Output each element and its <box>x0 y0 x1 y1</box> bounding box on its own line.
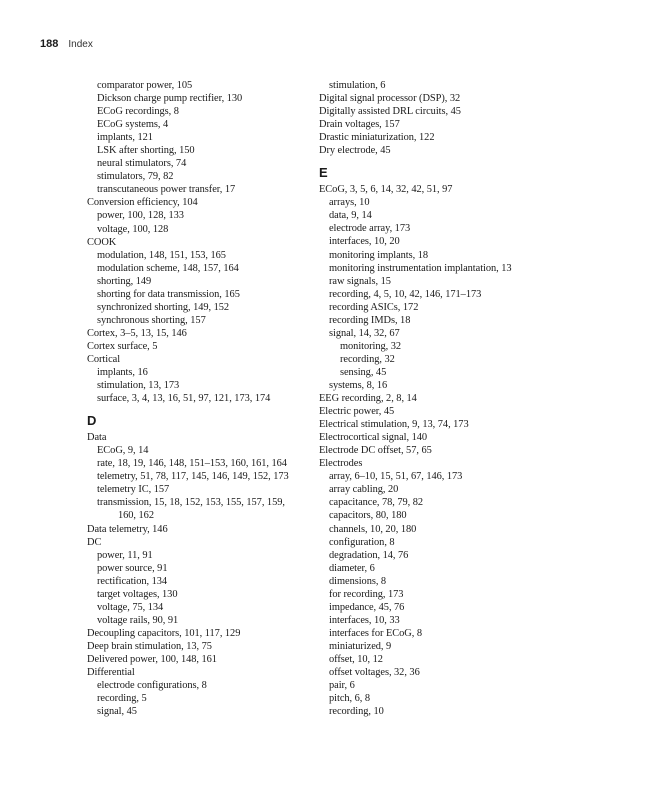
index-subentry: interfaces, 10, 33 <box>329 614 400 626</box>
index-subentry: degradation, 14, 76 <box>329 549 409 561</box>
index-subentry: interfaces, 10, 20 <box>329 236 400 248</box>
index-entry: DC <box>87 536 102 548</box>
page-number: 188 <box>40 38 59 50</box>
index-subentry: recording, 32 <box>340 353 395 365</box>
index-subentry: monitoring, 32 <box>340 340 402 352</box>
index-subentry: surface, 3, 4, 13, 16, 51, 97, 121, 173, 174 <box>97 393 271 405</box>
index-subentry: signal, 14, 32, 67 <box>329 327 400 339</box>
index-entry: Cortex, 3–5, 13, 15, 146 <box>87 327 187 339</box>
index-entry: Delivered power, 100, 148, 161 <box>87 653 217 665</box>
index-subentry: synchronous shorting, 157 <box>97 314 206 326</box>
page-header <box>40 38 93 54</box>
index-subentry: raw signals, 15 <box>329 275 391 287</box>
index-subentry: recording ASICs, 172 <box>329 301 419 313</box>
index-entry: Data <box>87 432 107 444</box>
index-subentry: electrode array, 173 <box>329 223 411 235</box>
index-letter-heading: D <box>87 413 97 429</box>
index-entry: EEG recording, 2, 8, 14 <box>319 393 417 405</box>
index-entry: Conversion efficiency, 104 <box>87 197 198 209</box>
index-subentry: array cabling, 20 <box>329 484 399 496</box>
index-entry: Decoupling capacitors, 101, 117, 129 <box>87 627 241 639</box>
index-subentry: signal, 45 <box>97 706 137 718</box>
index-entry: ECoG, 3, 5, 6, 14, 32, 42, 51, 97 <box>319 184 453 196</box>
index-subentry: voltage rails, 90, 91 <box>97 614 179 626</box>
index-subentry: stimulators, 79, 82 <box>97 171 174 183</box>
index-subentry: pitch, 6, 8 <box>329 693 371 705</box>
index-entry: Electrodes <box>319 458 363 470</box>
index-subentry: transcutaneous power transfer, 17 <box>97 184 236 196</box>
index-subentry: rectification, 134 <box>97 575 168 587</box>
index-column-right <box>319 79 549 718</box>
index-subentry: configuration, 8 <box>329 536 395 548</box>
index-subentry: sensing, 45 <box>340 366 387 378</box>
index-subentry: ECoG systems, 4 <box>97 119 169 131</box>
running-head: Index <box>68 39 93 50</box>
index-entry: Cortical <box>87 353 121 365</box>
index-subentry: pair, 6 <box>329 680 355 692</box>
index-subentry: dimensions, 8 <box>329 575 387 587</box>
index-subentry: modulation scheme, 148, 157, 164 <box>97 262 239 274</box>
index-subentry: systems, 8, 16 <box>329 379 388 391</box>
index-subentry: impedance, 45, 76 <box>329 601 405 613</box>
index-subentry: Dickson charge pump rectifier, 130 <box>97 93 243 105</box>
index-subentry: shorting for data transmission, 165 <box>97 288 240 300</box>
index-subentry: capacitors, 80, 180 <box>329 510 407 522</box>
index-subentry: implants, 121 <box>97 132 153 144</box>
index-subentry: synchronized shorting, 149, 152 <box>97 301 230 313</box>
index-entry: Electrical stimulation, 9, 13, 74, 173 <box>319 419 469 431</box>
index-subentry: offset, 10, 12 <box>329 653 383 665</box>
index-subentry: voltage, 75, 134 <box>97 601 164 613</box>
index-entry: Digital signal processor (DSP), 32 <box>319 93 461 105</box>
index-subentry: rate, 18, 19, 146, 148, 151–153, 160, 161, 164 <box>97 458 287 470</box>
index-subentry: recording, 5 <box>97 693 147 705</box>
index-subentry: voltage, 100, 128 <box>97 223 169 235</box>
index-subentry: capacitance, 78, 79, 82 <box>329 497 424 509</box>
index-subentry: power source, 91 <box>97 562 168 574</box>
index-subentry: data, 9, 14 <box>329 210 372 222</box>
index-subentry: recording, 4, 5, 10, 42, 146, 171–173 <box>329 288 482 300</box>
index-entry: COOK <box>87 236 117 248</box>
index-subentry: stimulation, 6 <box>329 80 386 91</box>
index-entry: Dry electrode, 45 <box>319 145 391 157</box>
index-subentry: diameter, 6 <box>329 562 375 574</box>
index-subentry: arrays, 10 <box>329 197 370 209</box>
index-subentry: stimulation, 13, 173 <box>97 380 180 392</box>
index-entry: Deep brain stimulation, 13, 75 <box>87 640 212 652</box>
index-entry: Electrocortical signal, 140 <box>319 432 428 444</box>
index-subentry: ECoG, 9, 14 <box>97 445 149 457</box>
index-subentry: telemetry, 51, 78, 117, 145, 146, 149, 152, 173 <box>97 471 289 483</box>
index-entry: Drastic miniaturization, 122 <box>319 132 435 144</box>
index-subentry: power, 100, 128, 133 <box>97 210 184 222</box>
index-letter-heading: E <box>319 165 328 181</box>
index-entry: Digitally assisted DRL circuits, 45 <box>319 106 461 118</box>
index-subentry: for recording, 173 <box>329 588 404 600</box>
index-entry-continuation: 160, 162 <box>118 510 154 522</box>
index-subentry: monitoring instrumentation implantation, 13 <box>329 262 512 274</box>
index-column-left <box>87 79 313 718</box>
index-subentry: modulation, 148, 151, 153, 165 <box>97 249 226 261</box>
index-subentry: transmission, 15, 18, 152, 153, 155, 157, 159, <box>97 497 285 509</box>
index-subentry: power, 11, 91 <box>97 549 153 561</box>
index-subentry: channels, 10, 20, 180 <box>329 523 417 535</box>
index-entry: Electric power, 45 <box>319 406 395 418</box>
index-subentry: offset voltages, 32, 36 <box>329 667 420 679</box>
index-subentry: LSK after shorting, 150 <box>97 145 195 157</box>
index-subentry: ECoG recordings, 8 <box>97 106 179 118</box>
index-subentry: comparator power, 105 <box>97 80 193 91</box>
index-subentry: neural stimulators, 74 <box>97 158 187 170</box>
index-subentry: miniaturized, 9 <box>329 640 392 652</box>
index-entry: Drain voltages, 157 <box>319 119 400 131</box>
index-subentry: interfaces for ECoG, 8 <box>329 627 422 639</box>
index-subentry: target voltages, 130 <box>97 588 178 600</box>
index-entry: Differential <box>87 667 135 679</box>
index-subentry: recording, 10 <box>329 706 384 718</box>
index-entry: Electrode DC offset, 57, 65 <box>319 445 432 457</box>
index-subentry: telemetry IC, 157 <box>97 484 170 496</box>
index-subentry: recording IMDs, 18 <box>329 314 411 326</box>
index-subentry: monitoring implants, 18 <box>329 249 429 261</box>
index-subentry: electrode configurations, 8 <box>97 680 207 692</box>
index-subentry: implants, 16 <box>97 367 148 379</box>
index-subentry: array, 6–10, 15, 51, 67, 146, 173 <box>329 471 463 483</box>
index-entry: Data telemetry, 146 <box>87 523 168 535</box>
index-subentry: shorting, 149 <box>97 275 152 287</box>
index-entry: Cortex surface, 5 <box>87 340 158 352</box>
